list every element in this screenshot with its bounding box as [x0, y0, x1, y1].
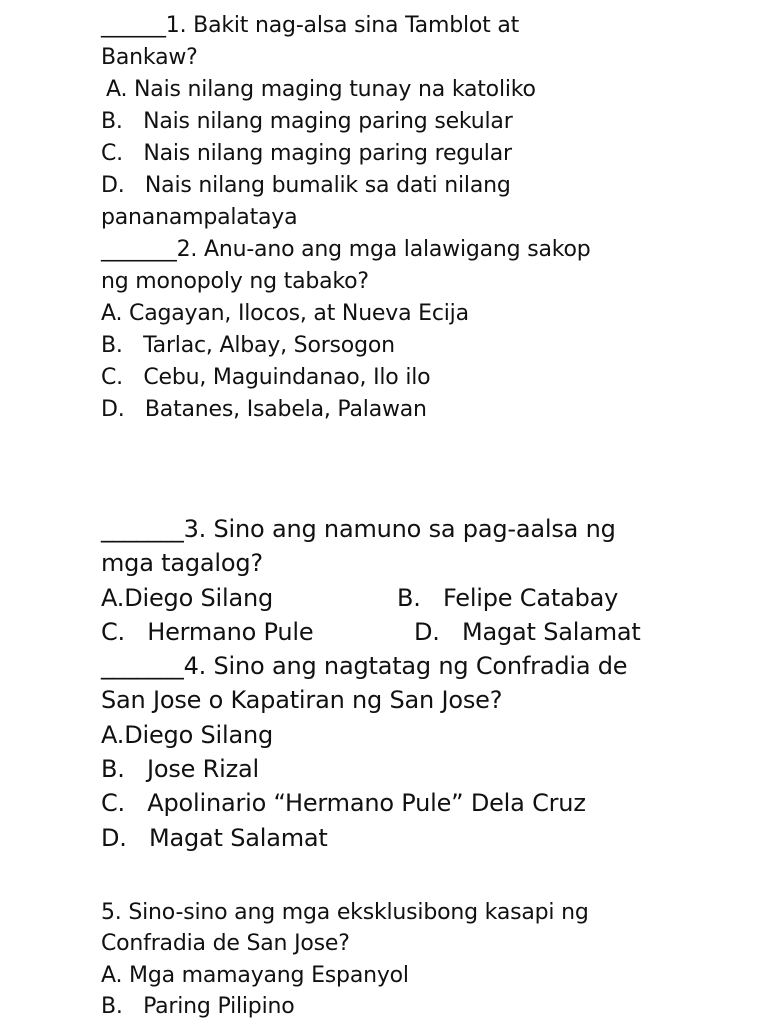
section-gap — [101, 855, 741, 897]
question-5-option-b: B. Paring Pilipino — [101, 994, 295, 1020]
question-2-option-c: C. Cebu, Maguindanao, Ilo ilo — [101, 365, 431, 390]
question-1-option-c: C. Nais nilang maging paring regular — [101, 141, 512, 166]
question-4-option-b: B. Jose Rizal — [101, 755, 259, 784]
question-1-prompt-line-2: Bankaw? — [101, 45, 198, 70]
question-4-prompt-line-2: San Jose o Kapatiran ng San Jose? — [101, 686, 503, 715]
question-3-prompt-line-1: _______3. Sino ang namuno sa pag-aalsa ng — [101, 515, 616, 543]
question-3-options-row-cd — [101, 615, 741, 649]
question-3-option-b: B. Felipe Catabay — [397, 583, 619, 612]
question-5 — [101, 897, 741, 1023]
question-5-prompt-line-1: 5. Sino-sino ang mga eksklusibong kasapi ng — [101, 899, 589, 925]
question-3 — [101, 512, 741, 649]
question-4-prompt-line-1: _______4. Sino ang nagtatag ng Confradia de — [101, 652, 628, 681]
question-3-options-row-ab — [101, 581, 741, 615]
question-5-prompt-line-2: Confradia de San Jose? — [101, 931, 350, 957]
section-gap — [101, 426, 741, 512]
question-2-prompt-line-1: _______2. Anu-ano ang mga lalawigang sakop — [101, 237, 591, 262]
question-1-prompt-line-1: ______1. Bakit nag-alsa sina Tamblot at — [101, 13, 520, 38]
question-1-option-d-line-1: D. Nais nilang bumalik sa dati nilang — [101, 173, 511, 198]
question-3-option-c: C. Hermano Pule — [101, 617, 314, 646]
question-3-option-d: D. Magat Salamat — [414, 617, 641, 646]
question-2-option-a: A. Cagayan, Ilocos, at Nueva Ecija — [101, 301, 469, 326]
question-1-option-d-line-2: pananampalataya — [101, 205, 298, 230]
question-2-prompt-line-2: ng monopoly ng tabako? — [101, 269, 369, 294]
question-2-option-d: D. Batanes, Isabela, Palawan — [101, 397, 427, 422]
question-4-option-a: A.Diego Silang — [101, 720, 274, 749]
question-1-option-b: B. Nais nilang maging paring sekular — [101, 109, 513, 134]
question-1-option-a: A. Nais nilang maging tunay na katoliko — [106, 77, 536, 102]
question-5-option-a: A. Mga mamayang Espanyol — [101, 962, 409, 988]
question-2-option-b: B. Tarlac, Albay, Sorsogon — [101, 333, 395, 358]
question-4-option-c: C. Apolinario “Hermano Pule” Dela Cruz — [101, 789, 586, 818]
question-2 — [101, 234, 741, 426]
question-3-prompt-line-2: mga tagalog? — [101, 549, 263, 578]
question-3-option-a: A.Diego Silang — [101, 583, 274, 612]
question-4 — [101, 649, 741, 855]
question-4-option-d: D. Magat Salamat — [101, 823, 328, 852]
quiz-page — [101, 10, 741, 1023]
question-1 — [101, 10, 741, 234]
